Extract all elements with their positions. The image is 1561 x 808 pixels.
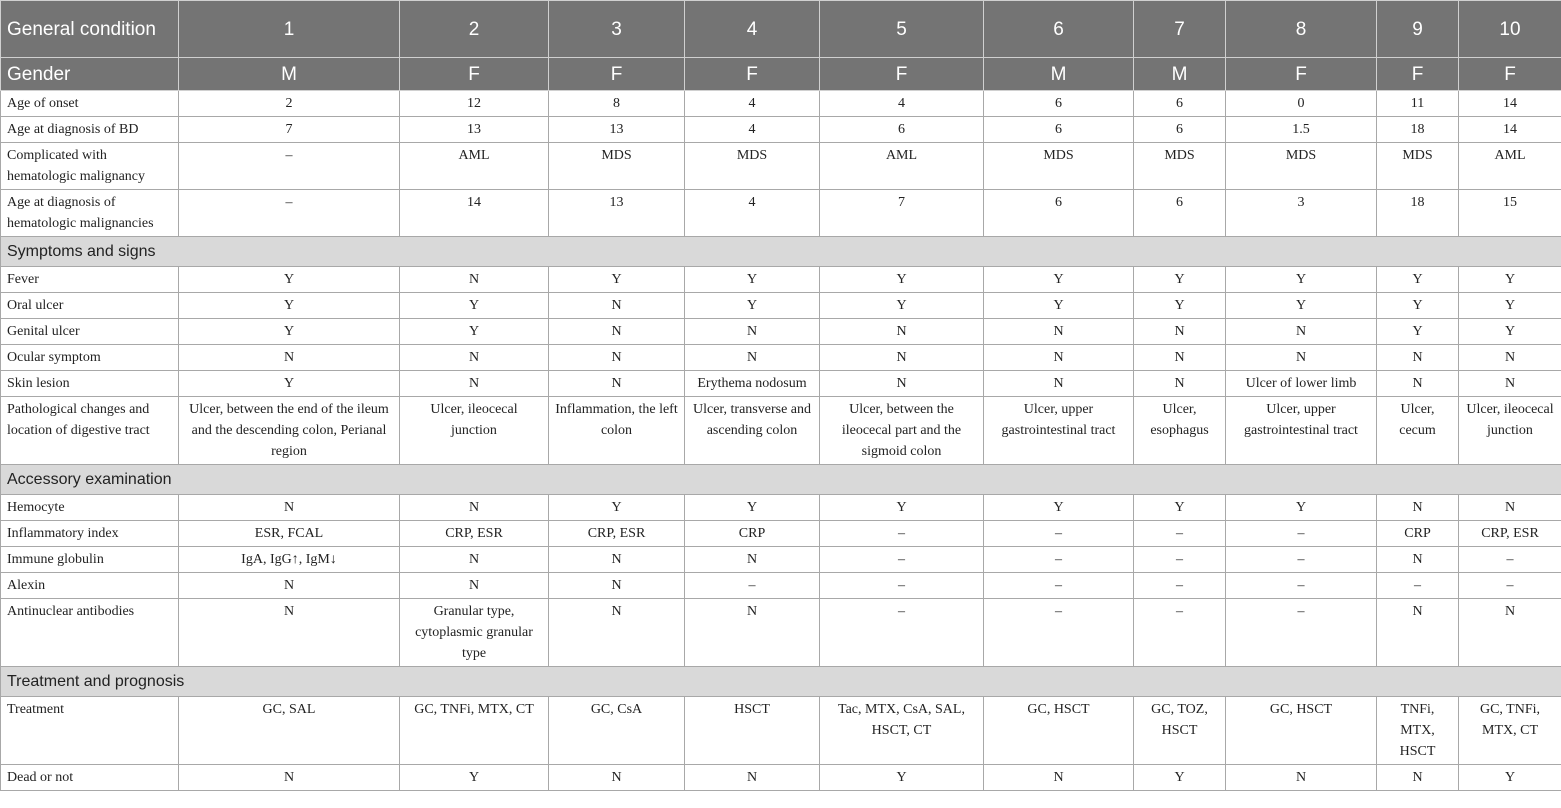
table-cell: 6 — [984, 190, 1134, 237]
table-cell: N — [549, 765, 685, 791]
gender-cell: F — [820, 58, 984, 91]
table-cell: 4 — [685, 117, 820, 143]
table-cell: Ulcer, upper gastrointestinal tract — [1226, 397, 1377, 465]
table-cell: N — [549, 371, 685, 397]
table-cell: Ulcer, upper gastrointestinal tract — [984, 397, 1134, 465]
gender-cell: F — [549, 58, 685, 91]
table-row — [1, 599, 1561, 667]
table-cell: N — [1377, 345, 1459, 371]
table-cell: Ulcer, transverse and ascending colon — [685, 397, 820, 465]
table-cell: N — [685, 599, 820, 667]
table-cell: Y — [1459, 319, 1561, 345]
table-cell: MDS — [1377, 143, 1459, 190]
table-cell: 18 — [1377, 117, 1459, 143]
table-cell: Y — [820, 765, 984, 791]
table-cell: Ulcer, esophagus — [1134, 397, 1226, 465]
table-cell: N — [179, 765, 400, 791]
table-cell: 7 — [179, 117, 400, 143]
table-cell: N — [179, 573, 400, 599]
table-row — [1, 573, 1561, 599]
table-cell: Inflammation, the left colon — [549, 397, 685, 465]
table-cell: Y — [685, 267, 820, 293]
table-cell: Y — [685, 293, 820, 319]
section-header-row — [1, 667, 1561, 697]
table-cell: Y — [984, 267, 1134, 293]
table-cell: 11 — [1377, 91, 1459, 117]
table-cell: – — [1377, 573, 1459, 599]
row-label: Genital ulcer — [1, 319, 179, 345]
table-cell: Ulcer, ileocecal junction — [1459, 397, 1561, 465]
table-cell: N — [685, 547, 820, 573]
table-cell: Ulcer, ileocecal junction — [400, 397, 549, 465]
table-cell: 4 — [685, 91, 820, 117]
table-cell: N — [1134, 345, 1226, 371]
table-cell: GC, CsA — [549, 697, 685, 765]
table-cell: HSCT — [685, 697, 820, 765]
table-cell: Tac, MTX, CsA, SAL, HSCT, CT — [820, 697, 984, 765]
table-cell: N — [984, 371, 1134, 397]
table-cell: Y — [1226, 495, 1377, 521]
table-row — [1, 765, 1561, 791]
table-cell: N — [1377, 495, 1459, 521]
header-patient-6: 6 — [984, 1, 1134, 58]
table-cell: N — [1459, 599, 1561, 667]
row-label: Complicated with hematologic malignancy — [1, 143, 179, 190]
table-cell: 13 — [549, 117, 685, 143]
table-cell: N — [820, 371, 984, 397]
table-cell: CRP, ESR — [549, 521, 685, 547]
table-cell: 14 — [1459, 117, 1561, 143]
table-row — [1, 697, 1561, 765]
table-cell: N — [984, 345, 1134, 371]
row-label: Age at diagnosis of BD — [1, 117, 179, 143]
table-cell: N — [549, 599, 685, 667]
gender-cell: F — [1377, 58, 1459, 91]
section-header-row — [1, 237, 1561, 267]
table-cell: TNFi, MTX, HSCT — [1377, 697, 1459, 765]
table-row — [1, 293, 1561, 319]
table-row — [1, 319, 1561, 345]
table-cell: IgA, IgG↑, IgM↓ — [179, 547, 400, 573]
table-cell: – — [984, 599, 1134, 667]
header-patient-5: 5 — [820, 1, 984, 58]
table-cell: CRP, ESR — [400, 521, 549, 547]
table-cell: N — [820, 345, 984, 371]
header-patient-3: 3 — [549, 1, 685, 58]
table-cell: Y — [1459, 765, 1561, 791]
table-cell: Y — [1134, 495, 1226, 521]
table-cell: Y — [549, 495, 685, 521]
table-cell: – — [1134, 599, 1226, 667]
table-cell: N — [400, 547, 549, 573]
table-cell: N — [685, 319, 820, 345]
table-cell: N — [1226, 319, 1377, 345]
table-cell: Y — [400, 765, 549, 791]
table-cell: AML — [1459, 143, 1561, 190]
row-label: Oral ulcer — [1, 293, 179, 319]
table-cell: N — [549, 547, 685, 573]
table-cell: – — [984, 547, 1134, 573]
row-label: Dead or not — [1, 765, 179, 791]
table-cell: N — [549, 319, 685, 345]
gender-label: Gender — [1, 58, 179, 91]
gender-cell: F — [685, 58, 820, 91]
table-cell: Y — [820, 267, 984, 293]
table-cell: N — [685, 345, 820, 371]
table-cell: N — [1377, 599, 1459, 667]
header-patient-8: 8 — [1226, 1, 1377, 58]
table-cell: N — [400, 371, 549, 397]
table-row — [1, 495, 1561, 521]
table-cell: MDS — [1226, 143, 1377, 190]
header-patient-9: 9 — [1377, 1, 1459, 58]
table-cell: N — [1377, 547, 1459, 573]
table-row — [1, 345, 1561, 371]
table-cell: N — [1459, 371, 1561, 397]
table-row — [1, 267, 1561, 293]
table-cell: 6 — [1134, 91, 1226, 117]
row-label: Age at diagnosis of hematologic malignancies — [1, 190, 179, 237]
table-row — [1, 117, 1561, 143]
table-cell: N — [1377, 765, 1459, 791]
row-label: Treatment — [1, 697, 179, 765]
table-cell: 18 — [1377, 190, 1459, 237]
table-cell: Y — [179, 371, 400, 397]
table-cell: 13 — [400, 117, 549, 143]
row-label: Fever — [1, 267, 179, 293]
table-cell: – — [685, 573, 820, 599]
table-cell: – — [820, 547, 984, 573]
table-cell: Y — [179, 267, 400, 293]
table-cell: – — [820, 573, 984, 599]
header-patient-4: 4 — [685, 1, 820, 58]
table-cell: N — [179, 495, 400, 521]
table-cell: ESR, FCAL — [179, 521, 400, 547]
table-cell: Y — [820, 495, 984, 521]
table-cell: 6 — [984, 91, 1134, 117]
table-row — [1, 190, 1561, 237]
row-label: Inflammatory index — [1, 521, 179, 547]
table-cell: N — [1226, 345, 1377, 371]
table-cell: Y — [549, 267, 685, 293]
table-cell: Y — [685, 495, 820, 521]
table-cell: GC, TNFi, MTX, CT — [400, 697, 549, 765]
table-cell: Y — [1226, 293, 1377, 319]
table-cell: N — [820, 319, 984, 345]
header-general-condition: General condition — [1, 1, 179, 58]
table-row — [1, 397, 1561, 465]
table-cell: Erythema nodosum — [685, 371, 820, 397]
row-label: Age of onset — [1, 91, 179, 117]
table-cell: Y — [179, 293, 400, 319]
table-cell: GC, TOZ, HSCT — [1134, 697, 1226, 765]
row-label: Immune globulin — [1, 547, 179, 573]
table-cell: Y — [400, 293, 549, 319]
table-row — [1, 521, 1561, 547]
table-cell: N — [400, 345, 549, 371]
table-cell: 8 — [549, 91, 685, 117]
table-cell: Y — [1377, 293, 1459, 319]
table-cell: 6 — [820, 117, 984, 143]
gender-cell: F — [400, 58, 549, 91]
table-cell: MDS — [549, 143, 685, 190]
table-row — [1, 91, 1561, 117]
table-cell: – — [820, 521, 984, 547]
table-cell: 4 — [820, 91, 984, 117]
header-row — [1, 1, 1561, 58]
table-cell: – — [1226, 573, 1377, 599]
table-cell: N — [549, 573, 685, 599]
row-label: Pathological changes and location of digestive tract — [1, 397, 179, 465]
table-cell: 3 — [1226, 190, 1377, 237]
gender-cell: M — [1134, 58, 1226, 91]
table-cell: – — [984, 573, 1134, 599]
row-label: Hemocyte — [1, 495, 179, 521]
table-cell: N — [400, 495, 549, 521]
table-cell: N — [984, 319, 1134, 345]
table-cell: N — [1134, 319, 1226, 345]
table-cell: N — [1226, 765, 1377, 791]
table-cell: 6 — [1134, 190, 1226, 237]
table-cell: Y — [400, 319, 549, 345]
section-title: Treatment and prognosis — [1, 667, 1561, 697]
table-cell: N — [984, 765, 1134, 791]
gender-row — [1, 58, 1561, 91]
table-cell: – — [1226, 521, 1377, 547]
table-cell: Y — [1134, 293, 1226, 319]
table-cell: N — [1377, 371, 1459, 397]
table-row — [1, 547, 1561, 573]
table-cell: CRP — [685, 521, 820, 547]
gender-cell: M — [984, 58, 1134, 91]
table-cell: N — [179, 599, 400, 667]
table-cell: – — [1226, 599, 1377, 667]
table-cell: Y — [1377, 319, 1459, 345]
row-label: Skin lesion — [1, 371, 179, 397]
header-patient-7: 7 — [1134, 1, 1226, 58]
table-cell: Ulcer, between the ileocecal part and the sigmoid colon — [820, 397, 984, 465]
table-cell: – — [1134, 573, 1226, 599]
table-cell: Y — [820, 293, 984, 319]
gender-cell: F — [1459, 58, 1561, 91]
table-cell: Ulcer of lower limb — [1226, 371, 1377, 397]
table-cell: N — [400, 267, 549, 293]
gender-cell: F — [1226, 58, 1377, 91]
table-cell: 12 — [400, 91, 549, 117]
table-cell: GC, HSCT — [984, 697, 1134, 765]
table-cell: Y — [1134, 765, 1226, 791]
table-cell: Granular type, cytoplasmic granular type — [400, 599, 549, 667]
table-cell: – — [1226, 547, 1377, 573]
table-cell: Y — [984, 495, 1134, 521]
table-cell: – — [1459, 547, 1561, 573]
table-cell: N — [549, 345, 685, 371]
header-patient-1: 1 — [179, 1, 400, 58]
table-cell: AML — [400, 143, 549, 190]
table-cell: N — [1134, 371, 1226, 397]
table-cell: 4 — [685, 190, 820, 237]
table-cell: 14 — [1459, 91, 1561, 117]
table-row — [1, 371, 1561, 397]
table-cell: Ulcer, cecum — [1377, 397, 1459, 465]
table-cell: – — [1134, 521, 1226, 547]
table-cell: GC, HSCT — [1226, 697, 1377, 765]
table-cell: – — [1459, 573, 1561, 599]
header-patient-10: 10 — [1459, 1, 1561, 58]
table-cell: – — [179, 190, 400, 237]
table-cell: Y — [1377, 267, 1459, 293]
table-cell: Y — [1459, 267, 1561, 293]
table-cell: Ulcer, between the end of the ileum and the descending colon, Perianal region — [179, 397, 400, 465]
table-cell: – — [179, 143, 400, 190]
table-cell: Y — [984, 293, 1134, 319]
table-cell: GC, TNFi, MTX, CT — [1459, 697, 1561, 765]
table-cell: N — [179, 345, 400, 371]
table-cell: MDS — [984, 143, 1134, 190]
table-cell: 6 — [1134, 117, 1226, 143]
table-cell: Y — [1226, 267, 1377, 293]
table-cell: 15 — [1459, 190, 1561, 237]
table-cell: 7 — [820, 190, 984, 237]
row-label: Ocular symptom — [1, 345, 179, 371]
table-cell: CRP, ESR — [1459, 521, 1561, 547]
table-cell: – — [984, 521, 1134, 547]
table-cell: Y — [179, 319, 400, 345]
table-cell: MDS — [1134, 143, 1226, 190]
table-row — [1, 143, 1561, 190]
row-label: Alexin — [1, 573, 179, 599]
table-cell: – — [1134, 547, 1226, 573]
table-cell: N — [400, 573, 549, 599]
table-cell: MDS — [685, 143, 820, 190]
table-cell: AML — [820, 143, 984, 190]
table-cell: Y — [1134, 267, 1226, 293]
table-cell: GC, SAL — [179, 697, 400, 765]
table-cell: Y — [1459, 293, 1561, 319]
gender-cell: M — [179, 58, 400, 91]
section-header-row — [1, 465, 1561, 495]
table-cell: 0 — [1226, 91, 1377, 117]
table-cell: 1.5 — [1226, 117, 1377, 143]
table-cell: 6 — [984, 117, 1134, 143]
table-cell: – — [820, 599, 984, 667]
row-label: Antinuclear antibodies — [1, 599, 179, 667]
table-cell: N — [549, 293, 685, 319]
table-cell: CRP — [1377, 521, 1459, 547]
table-cell: N — [685, 765, 820, 791]
table-cell: 2 — [179, 91, 400, 117]
table-cell: N — [1459, 345, 1561, 371]
header-patient-2: 2 — [400, 1, 549, 58]
table-cell: 13 — [549, 190, 685, 237]
section-title: Symptoms and signs — [1, 237, 1561, 267]
table-cell: 14 — [400, 190, 549, 237]
section-title: Accessory examination — [1, 465, 1561, 495]
table-cell: N — [1459, 495, 1561, 521]
